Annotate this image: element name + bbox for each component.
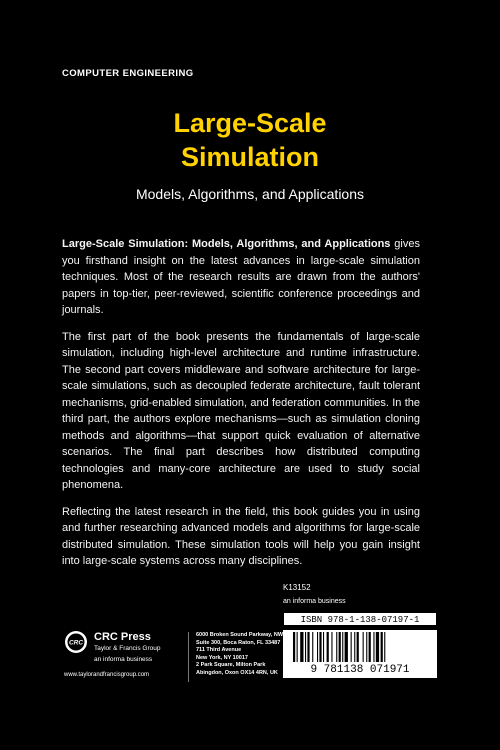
paragraph-1-rest: gives you firsthand insight on the latest advances in large-scale simulation techniques. Most of the research results are drawn from the authors' papers in top-tier, peer-reviewed, scientific conference proceedings and journals. bbox=[62, 238, 420, 316]
barcode-bar bbox=[336, 632, 337, 662]
barcode-bar bbox=[307, 632, 309, 662]
paragraph-1 bbox=[62, 236, 420, 319]
barcode-bar bbox=[342, 632, 343, 662]
crc-logo-text: CRC bbox=[68, 639, 84, 647]
barcode-bar bbox=[312, 632, 313, 662]
address-line: Suite 300, Boca Raton, FL 33487 bbox=[196, 639, 281, 646]
description bbox=[62, 236, 420, 580]
address-line: Abingdon, Oxon OX14 4RN, UK bbox=[196, 669, 278, 676]
publisher-group: Taylor & Francis Group bbox=[94, 645, 161, 652]
barcode-digits: 9 781138 071971 bbox=[283, 662, 437, 678]
book-title bbox=[0, 106, 500, 174]
barcode-bar bbox=[331, 632, 332, 662]
barcode-bar bbox=[376, 632, 379, 662]
publisher-address bbox=[196, 632, 283, 678]
barcode-bar bbox=[300, 632, 303, 662]
address-line: New York, NY 10017 bbox=[196, 654, 248, 661]
informa-business-label: an informa business bbox=[283, 598, 346, 605]
address-line: 2 Park Square, Milton Park bbox=[196, 662, 266, 669]
barcode-bar bbox=[369, 632, 371, 662]
paragraph-1-lead: Large-Scale Simulation: Models, Algorithms, and Applications bbox=[62, 238, 391, 250]
barcode-bar bbox=[345, 632, 348, 662]
product-code: K13152 bbox=[283, 583, 311, 592]
barcode-bar bbox=[319, 632, 321, 662]
barcode-bar bbox=[384, 632, 385, 662]
barcode-bar bbox=[317, 632, 318, 662]
barcode-bar bbox=[293, 632, 295, 662]
barcode-bar bbox=[305, 632, 306, 662]
series-category: COMPUTER ENGINEERING bbox=[62, 68, 194, 79]
barcode-bar bbox=[323, 632, 324, 662]
paragraph-2: The first part of the book presents the fundamentals of large-scale simulation, including high-level architecture and runtime infrastructure. The second part covers middleware and software architecture for large-scale simulations, such as decoupled federate architecture, fault tolerant mechanisms, grid-enabled simulation, and federation communities. In the third part, the authors explore mechanisms—such as simulation cloning methods and algorithms—that support quick evaluation of alternative scenarios. The final part describes how distributed computing technologies and many-core architecture are used to study social phenomena. bbox=[62, 330, 420, 491]
barcode-bar bbox=[354, 632, 355, 662]
barcode-bars bbox=[283, 630, 437, 662]
publisher-url: www.taylorandfrancisgroup.com bbox=[64, 672, 150, 678]
barcode-bar bbox=[363, 632, 364, 662]
address-line: 6000 Broken Sound Parkway, NW bbox=[196, 632, 284, 638]
publisher-name: CRC Press bbox=[94, 631, 151, 643]
address-line: 711 Third Avenue bbox=[196, 647, 242, 654]
barcode-bar bbox=[381, 632, 383, 662]
barcode-bar bbox=[327, 632, 329, 662]
title-line-1: Large-Scale bbox=[173, 108, 327, 138]
title-line-2: Simulation bbox=[180, 142, 319, 172]
publisher-informa: an informa business bbox=[94, 656, 153, 663]
barcode-bar bbox=[297, 632, 298, 662]
barcode-bar bbox=[357, 632, 359, 662]
barcode-bar bbox=[339, 632, 341, 662]
isbn-label: ISBN 978-1-138-07197-1 bbox=[283, 612, 437, 626]
barcode-bar bbox=[373, 632, 374, 662]
barcode-bar bbox=[351, 632, 352, 662]
crc-logo-icon bbox=[64, 630, 88, 654]
paragraph-3: Reflecting the latest research in the field, this book guides you in using and further researching advanced models and algorithms for large-scale distributed simulation. These simulation tools will help you gain insight into large-scale systems across many disciplines. bbox=[62, 505, 420, 567]
divider bbox=[188, 632, 189, 682]
book-subtitle: Models, Algorithms, and Applications bbox=[135, 186, 364, 202]
barcode-bar bbox=[366, 632, 367, 662]
